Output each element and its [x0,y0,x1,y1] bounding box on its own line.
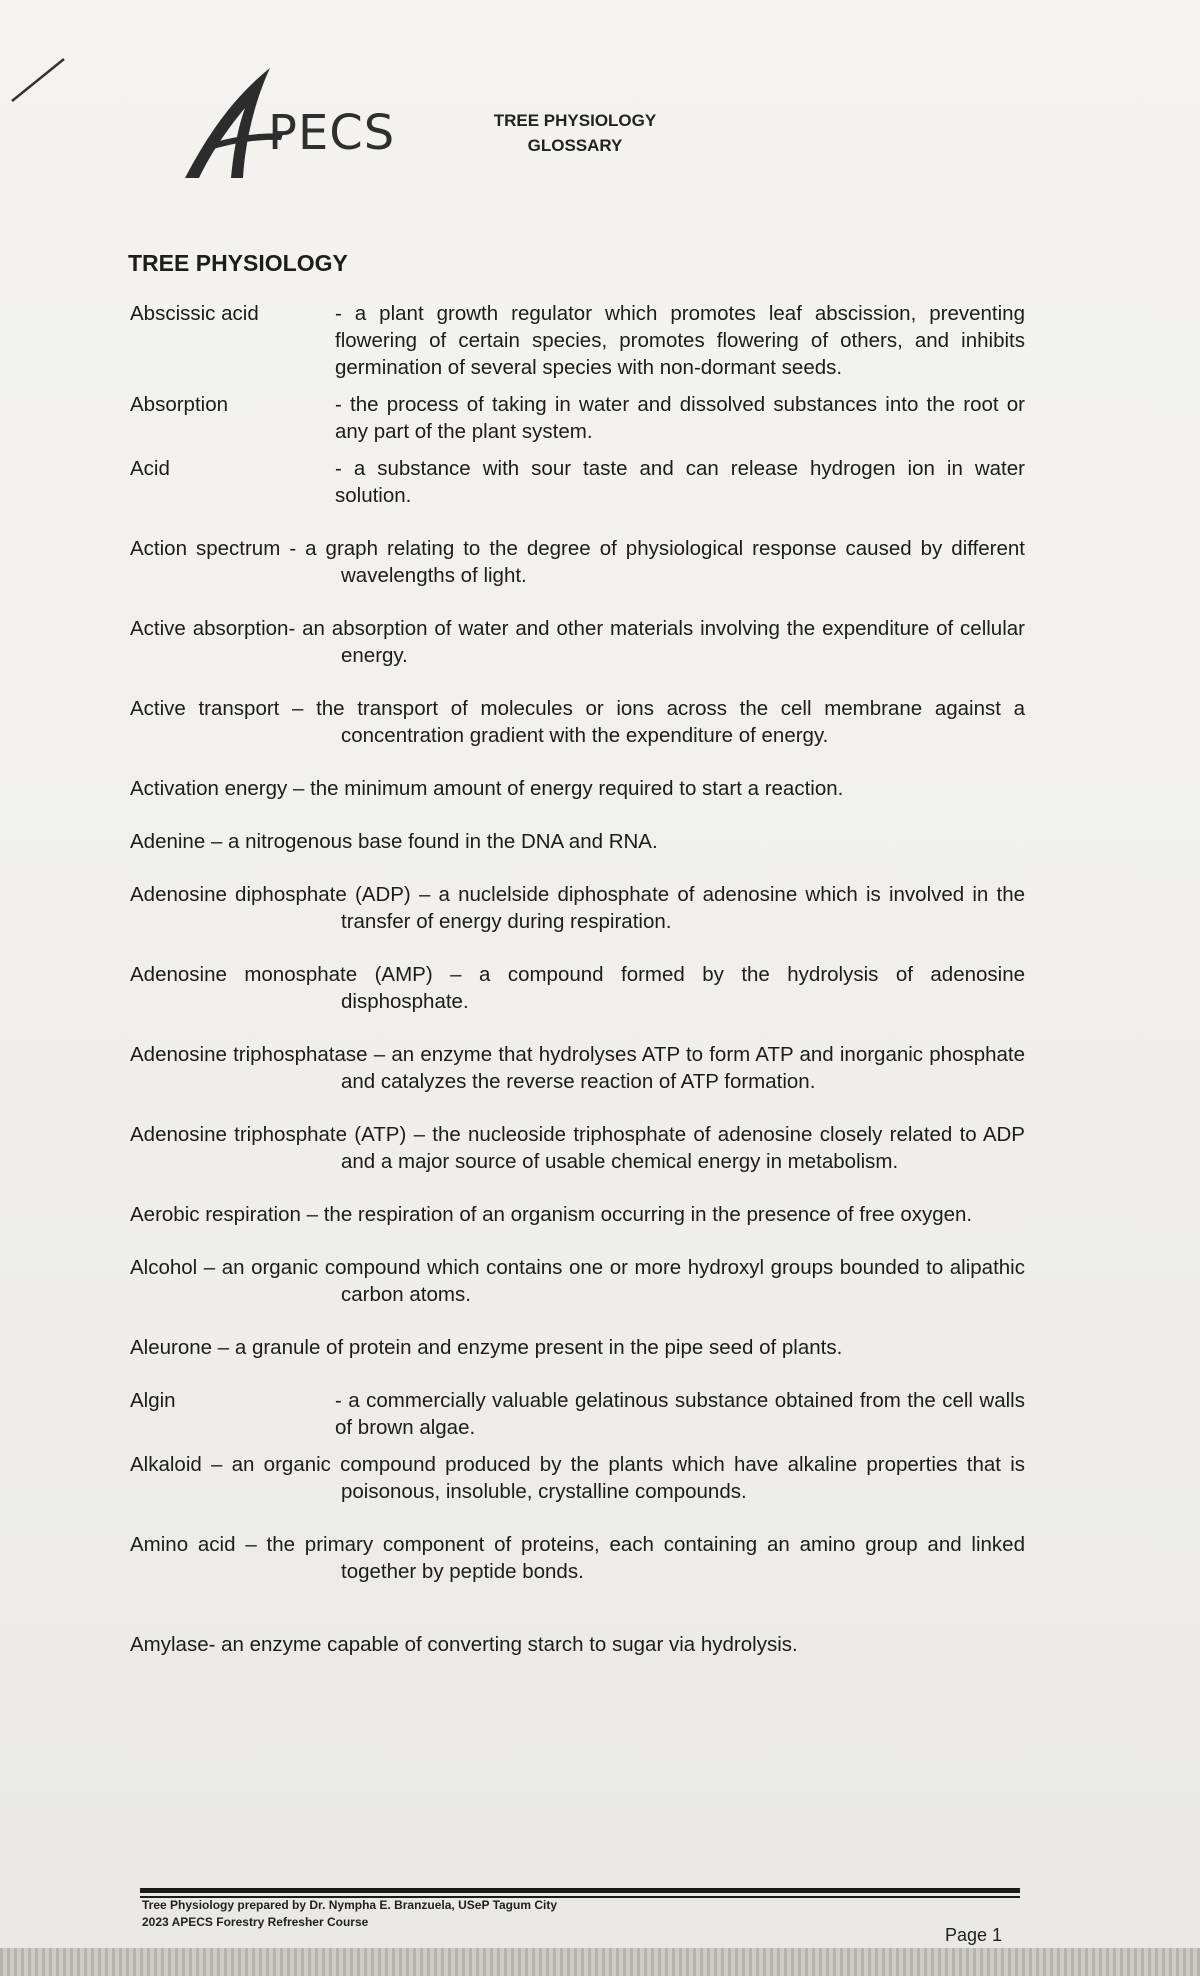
entry-definition: – a compound formed by the hydrolysis of adenosine disphosphate. [341,963,1026,1013]
entry-definition: – an enzyme that hydrolyses ATP to form ATP and inorganic phosphate and catalyzes the reverse reaction of ATP formation. [341,1043,1026,1093]
glossary-entry [130,455,1025,509]
page-number: Page 1 [945,1925,1003,1945]
entry-term: Amylase [130,1633,209,1656]
glossary-entry [130,1531,1025,1585]
entry-definition: - the process of taking in water and dissolved substances into the root or any part of the plant system. [335,393,1025,443]
entry-definition: – a nitrogenous base found in the DNA and RNA. [210,830,658,853]
glossary-entry [130,300,1025,381]
entry-term: Action spectrum [130,537,281,560]
glossary-entry [130,1041,1025,1095]
entry-term: Adenosine triphosphate (ATP) [130,1123,407,1146]
entry-definition: – the respiration of an organism occurring in the presence of free oxygen. [306,1203,973,1226]
entry-term: Alcohol [130,1256,198,1279]
entry-definition: - an absorption of water and other materials involving the expenditure of cellular energy. [288,617,1025,667]
glossary-entry [130,695,1025,749]
entry-term: Adenine [130,830,206,853]
title-line-2: GLOSSARY [527,136,623,155]
entry-term: Aleurone [130,1336,213,1359]
logo-text: PECS [268,105,396,161]
document-title [470,108,680,158]
entry-definition: – the transport of molecules or ions across the cell membrane against a concentration gradient with the expenditure of energy. [292,697,1025,747]
entry-term: Algin [130,1389,176,1412]
entry-definition: – an organic compound produced by the plants which have alkaline properties that is poisonous, insoluble, crystalline compounds. [211,1453,1025,1503]
entry-term: Absorption [130,393,229,416]
glossary-entry [130,1631,1025,1658]
footer-course: 2023 APECS Forestry Refresher Course [142,1915,369,1929]
entry-definition: – a nuclelside diphosphate of adenosine which is involved in the transfer of energy during respiration. [341,883,1025,933]
glossary-entry [130,1201,1025,1228]
entry-definition: - an enzyme capable of converting starch to sugar via hydrolysis. [208,1633,798,1656]
pen-mark [8,55,68,105]
entry-definition: - a plant growth regulator which promotes leaf abscission, preventing flowering of certain species, promotes flowering of others, and inhibits germination of several species with non-dormant seeds. [335,302,1025,379]
entry-term: Amino acid [130,1533,236,1556]
entry-definition: - a graph relating to the degree of physiological response caused by different wavelengths of light. [289,537,1025,587]
entry-term: Adenosine triphosphatase [130,1043,368,1066]
glossary-entry [130,1334,1025,1361]
glossary-entry [130,535,1025,589]
footer-author: Tree Physiology prepared by Dr. Nympha E. Branzuela, USeP Tagum City [142,1898,558,1912]
entry-term: Active absorption [130,617,289,640]
footer-divider [140,1888,1020,1893]
entry-definition: – the primary component of proteins, each containing an amino group and linked together by peptide bonds. [245,1533,1025,1583]
entry-term: Adenosine diphosphate (ADP) [130,883,411,906]
entry-term: Aerobic respiration [130,1203,301,1226]
entry-term: Alkaloid [130,1453,202,1476]
entry-term: Abscissic acid [130,302,259,325]
entry-definition: – the nucleoside triphosphate of adenosine closely related to ADP and a major source of usable chemical energy in metabolism. [341,1123,1025,1173]
entry-term: Adenosine monosphate (AMP) [130,963,433,986]
entry-definition: - a substance with sour taste and can release hydrogen ion in water solution. [335,457,1025,507]
entry-definition: – a granule of protein and enzyme present in the pipe seed of plants. [217,1336,843,1359]
glossary-entry [130,775,1025,802]
glossary-entry [130,961,1025,1015]
glossary-entry [130,1387,1025,1441]
entry-definition: – an organic compound which contains one or more hydroxyl groups bounded to alipathic carbon atoms. [203,1256,1025,1306]
glossary-entry [130,391,1025,445]
glossary-entry [130,1254,1025,1308]
entry-term: Active transport [130,697,280,720]
entry-term: Activation energy [130,777,288,800]
entry-definition: - a commercially valuable gelatinous substance obtained from the cell walls of brown algae. [335,1389,1025,1439]
section-heading: TREE PHYSIOLOGY [128,250,348,276]
glossary-list [130,300,1025,1684]
glossary-entry [130,615,1025,669]
entry-definition: – the minimum amount of energy required to start a reaction. [292,777,844,800]
glossary-entry [130,828,1025,855]
title-line-1: TREE PHYSIOLOGY [493,111,657,130]
glossary-entry [130,1121,1025,1175]
glossary-entry [130,881,1025,935]
glossary-entry [130,1451,1025,1505]
entry-term: Acid [130,457,170,480]
